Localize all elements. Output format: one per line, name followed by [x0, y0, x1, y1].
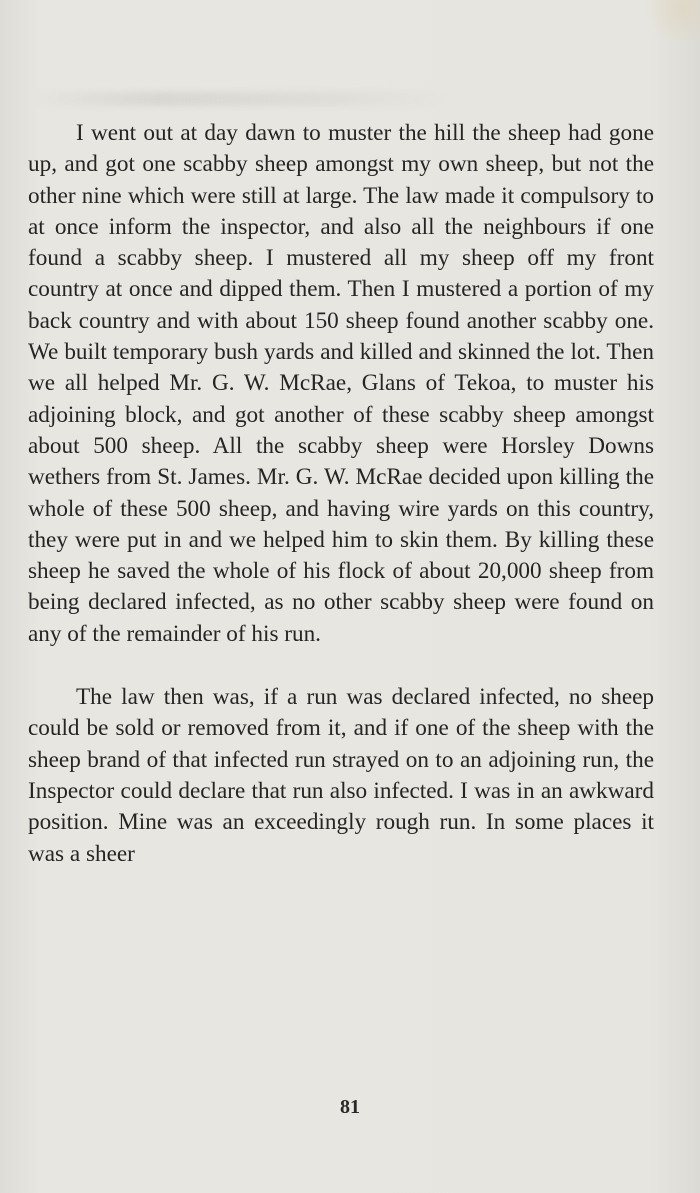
- show-through-bleed: [30, 92, 450, 106]
- page-number: 81: [340, 1096, 360, 1118]
- corner-stain: [640, 0, 700, 40]
- page-body: [28, 118, 654, 870]
- paragraph-1: I went out at day dawn to muster the hill the sheep had gone up, and got one scabby sheep amongst my own sheep, but not the other nine which were still at large. The law made it compulsory to at once inform the inspector, and also all the neighbours if one found a scabby sheep. I mustered all my sheep off my front country at once and dipped them. Then I mustered a portion of my back country and with about 150 sheep found another scabby one. We built temporary bush yards and killed and skinned the lot. Then we all helped Mr. G. W. McRae, Glans of Tekoa, to muster his adjoining block, and got another of these scabby sheep amongst about 500 sheep. All the scabby sheep were Horsley Downs wethers from St. James. Mr. G. W. McRae decided upon killing the whole of these 500 sheep, and having wire yards on this country, they were put in and we helped him to skin them. By killing these sheep he saved the whole of his flock of about 20,000 sheep from being declared infected, as no other scabby sheep were found on any of the remainder of his run.: [28, 120, 654, 647]
- paragraph-2: The law then was, if a run was declared infected, no sheep could be sold or removed from it, and if one of the sheep with the sheep brand of that infected run strayed on to an adjoining run, the Inspector could declare that run also infected. I was in an awkward position. Mine was an exceedingly rough run. In some places it was a sheer: [28, 684, 654, 867]
